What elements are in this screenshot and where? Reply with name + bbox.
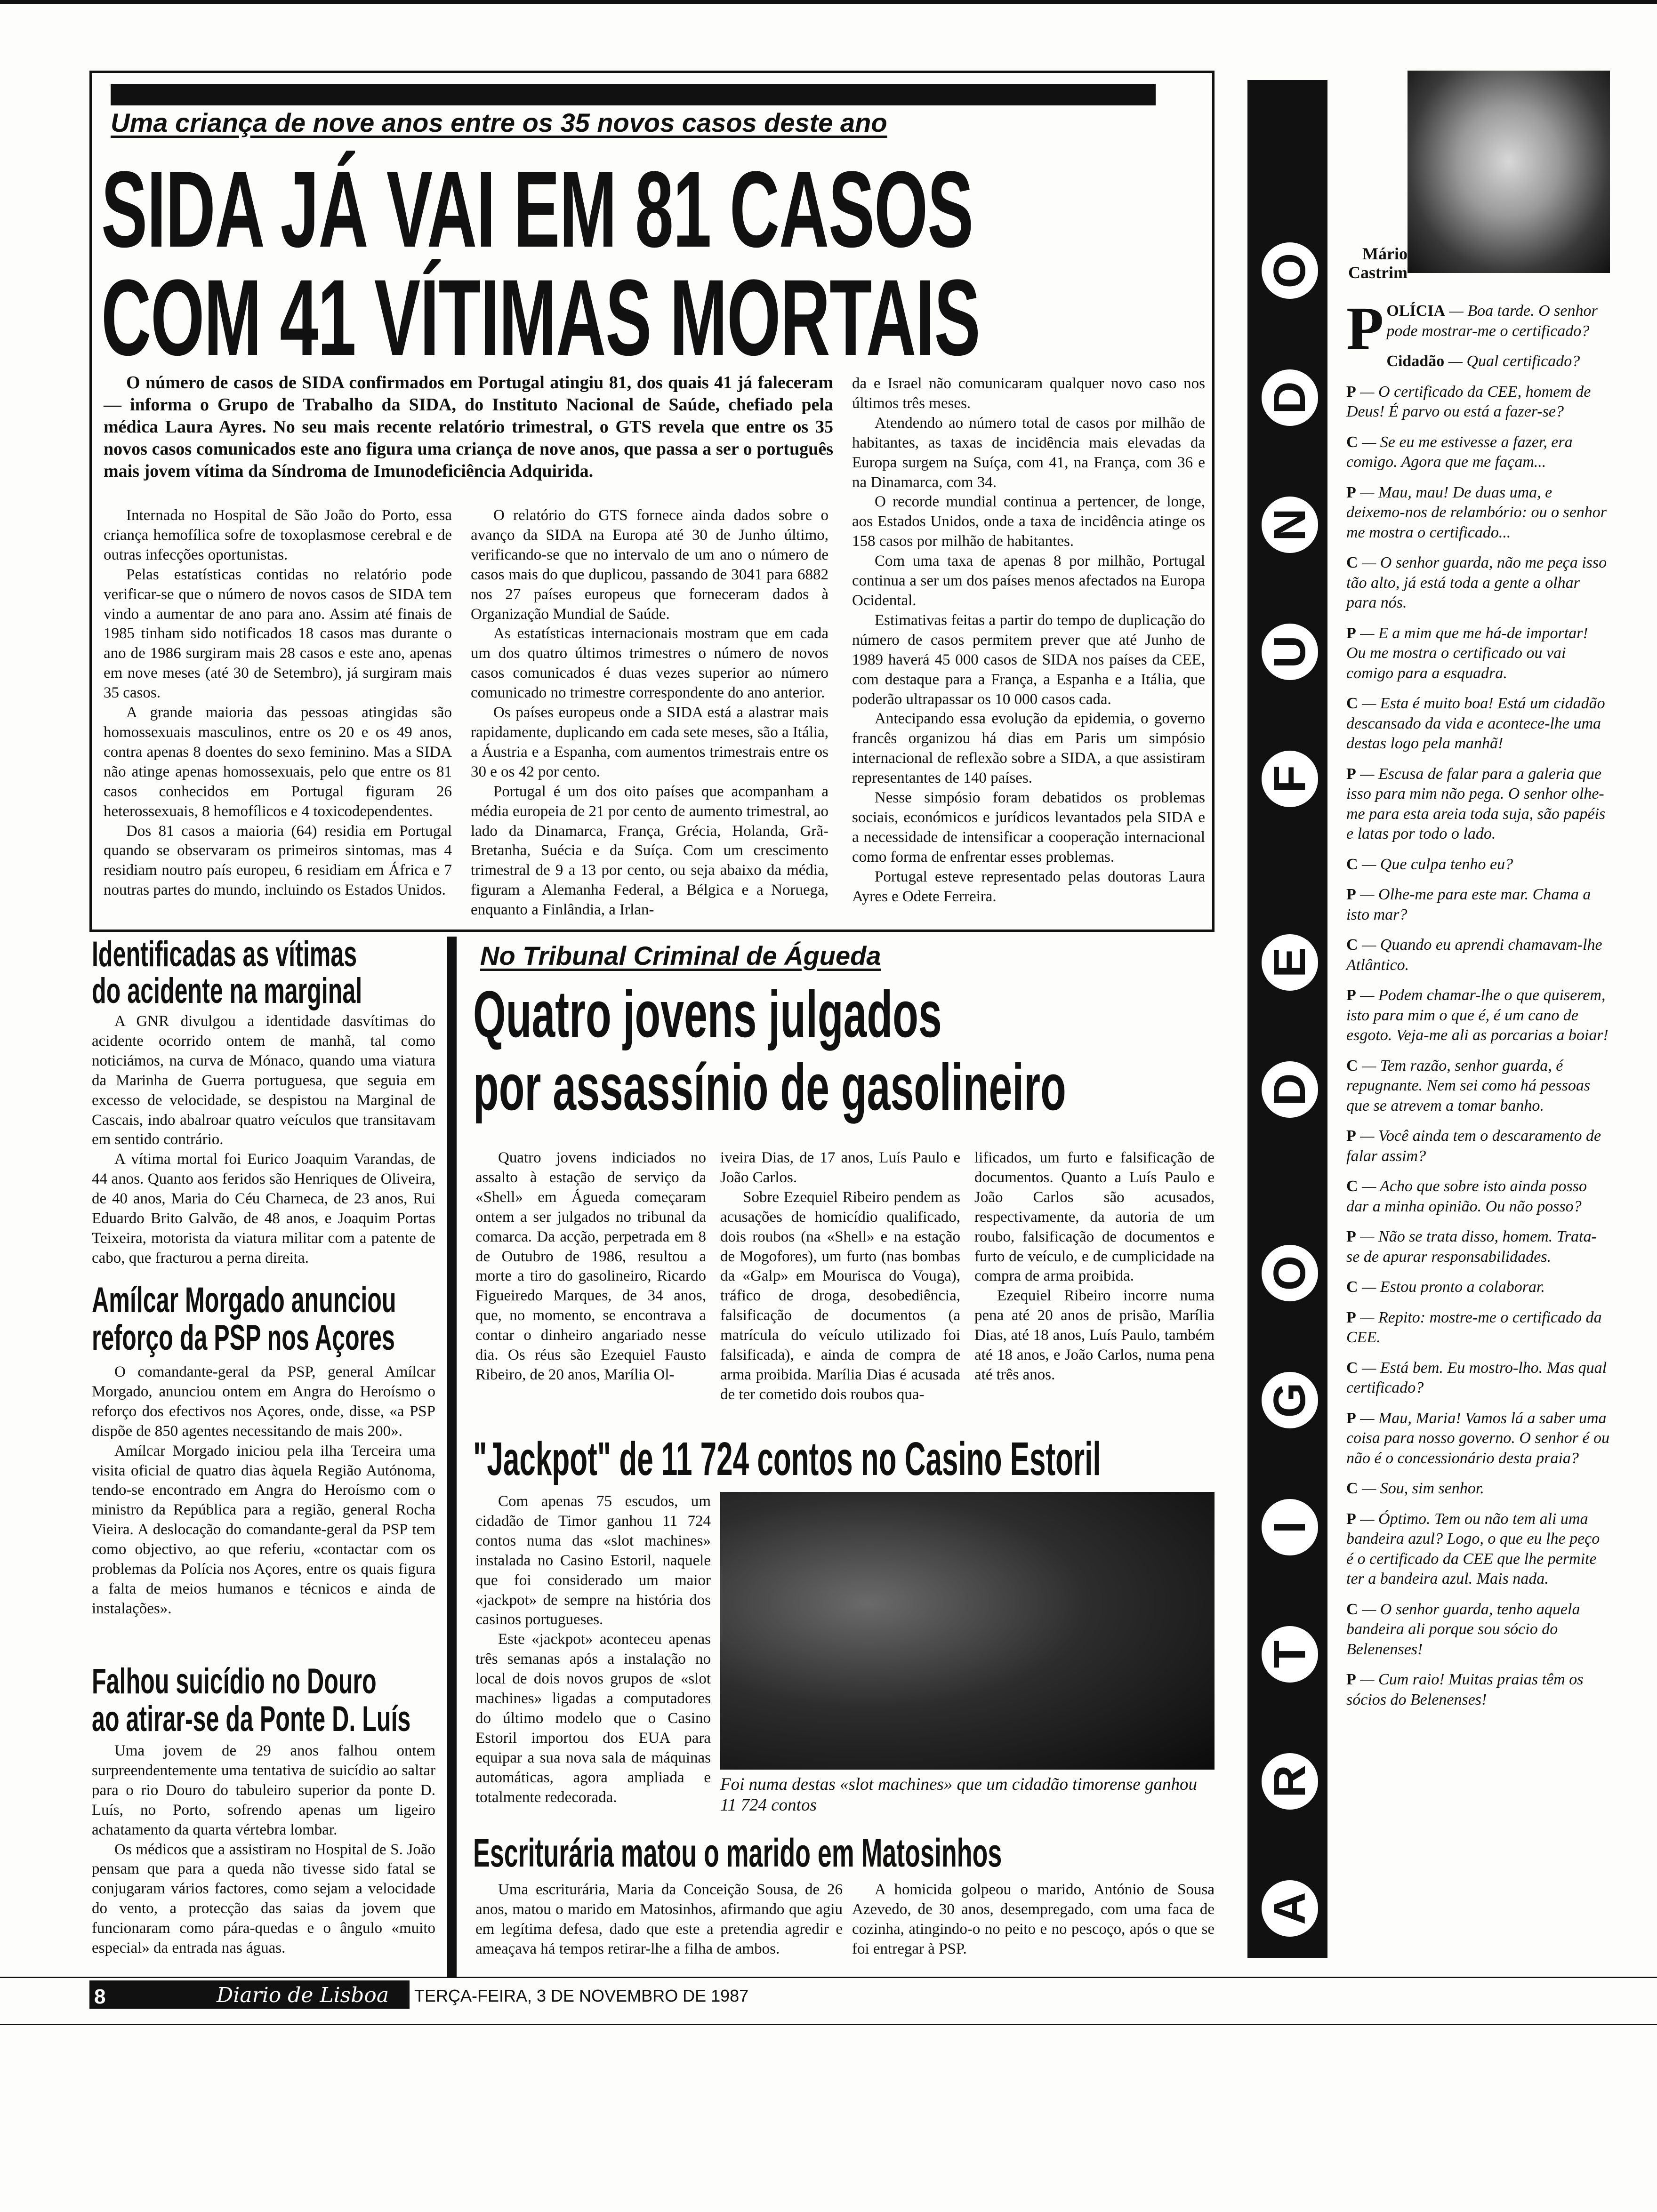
section-letter: R [1259,1751,1320,1812]
dialog-line [1346,352,1610,372]
dialog-line [1346,433,1610,473]
acores-p1: O comandante-geral da PSP, general Amílcar Morgado, anunciou ontem em Angra do Heroísmo o reforço dos efectivos nos Açores, onde, disse, «a PSP dispõe de 850 agentes necessitando de mais 200». [92,1363,435,1440]
sida-kicker: Uma criança de nove anos entre os 35 novos casos deste ano [111,108,887,137]
dialog-text: — Se eu me estivesse a fazer, era comigo. Agora que me façam... [1346,433,1573,471]
matosinhos-col-1 [475,1880,843,1959]
dialog-text: — Qual certificado? [1444,353,1580,370]
dialog-line [1346,1509,1610,1589]
dialog-speaker: C [1346,1600,1358,1618]
marginal-headline-line1: Identificadas as vítimas [92,934,357,974]
dialog-speaker: C [1346,1278,1358,1296]
sida-col2-p3: Os países europeus onde a SIDA está a alastrar mais rapidamente, duplicando em cada sete meses, são a Itália, a Áustria e a Espanha, com aumentos trimestrais entre os 30 e os 42 por cento. [471,704,828,780]
marginal-body [92,1012,435,1268]
section-letter: A [1259,1878,1320,1939]
sida-col3-p1: da e Israel não comunicaram qualquer novo caso nos últimos três meses. [852,375,1205,412]
dialog-text: — Escusa de falar para a galeria que isso para mim não pega. O senhor olhe-me para esta areia toda suja, são papéis e latas por todo o lado. [1346,765,1606,842]
sida-col3-p5: Estimativas feitas a partir do tempo de duplicação do número de casos permitem prever que até Junho de 1989 haverá 45 000 casos de SIDA nos países da CEE, com destaque para a França, a Espanha e a Itália, que poderão ultrapassar os 10 000 casos cada. [852,611,1205,708]
dialog-line [1346,1308,1610,1348]
center-divider [447,937,457,1977]
sida-col3-p6: Antecipando essa evolução da epidemia, o governo francês organizou há dias em Paris um simpósio internacional de reflexão sobre a SIDA, a que assistiram representantes de 140 países. [852,710,1205,787]
dialog-text: — Repito: mostre-me o certificado da CEE. [1346,1308,1602,1346]
dialog-line [1346,1056,1610,1116]
jackpot-p1: Com apenas 75 escudos, um cidadão de Timor ganhou 11 724 contos numa das «slot machines» instalada no Casino Estoril, naquele que foi considerado um maior «jackpot» de sempre na história dos casinos portugueses. [475,1493,711,1628]
dialog-line [1346,1670,1610,1710]
dialog-line [1346,1177,1610,1217]
dialog-speaker: C [1346,695,1358,712]
dialog-text: — Mau, mau! De duas uma, e deixemo-nos de relambório: ou o senhor me mostra o certificado... [1346,483,1607,541]
dialog-speaker: P [1346,624,1356,642]
dialog-line [1346,1277,1610,1298]
sida-col-3 [852,374,1205,906]
dialog-speaker: C [1346,1359,1358,1377]
author-photo [1408,71,1610,273]
dialog-speaker: C [1346,1480,1358,1497]
sida-col2-p2: As estatísticas internacionais mostram que em cada um dos quatro últimos trimestres o número de novos casos comunicados é duas vezes superior ao número comunicado no trimestre correspondente do ano anterior. [471,625,828,702]
section-letter: T [1259,1624,1320,1685]
dialog-speaker: P [1346,295,1384,362]
sida-col3-p8: Portugal esteve representado pelas doutoras Laura Ayres e Odete Ferreira. [852,868,1205,905]
agueda-col3-p1: lificados, um furto e falsificação de documentos. Quanto a Luís Paulo e João Carlos são acusados, respectivamente, da autoria de um roubo, falsificação de documentos e furto de veículo, e de cumplicidade na compra de arma proibida. [974,1149,1215,1285]
agueda-col1-p1: Quatro jovens indiciados no assalto à estação de serviço da «Shell» em Águeda começaram ontem a ser julgados no tribunal da comarca. Da acção, perpetrada em 8 de Outubro de 1986, resultou a morte a tiro do gasolineiro, Ricardo Figueiredo Marques, de 34 anos, que, no momento, se encontrava a contar o dinheiro angariado nesse dia. Os réus são Ezequiel Fausto Ribeiro, de 20 anos, Marília Ol- [475,1149,706,1383]
dialog-text: — Cum raio! Muitas praias têm os sócios do Belenenses! [1346,1671,1584,1708]
author-name [1346,245,1408,282]
dialog-line [1346,1126,1610,1166]
dialog-text: — Boa tarde. O senhor pode mostrar-me o certificado? [1386,302,1598,340]
dialog-speaker-rest: OLÍCIA [1386,302,1446,320]
dialog-text: — Não se trata disso, homem. Trata-se de apurar responsabilidades. [1346,1228,1597,1266]
sida-col3-p4: Com uma taxa de apenas 8 por milhão, Portugal continua a ser um dos países menos afectados na Europa Ocidental. [852,553,1205,609]
dialog-line [1346,1409,1610,1469]
dialog-speaker: P [1346,1510,1356,1528]
matosinhos-p1: Uma escriturária, Maria da Conceição Sousa, de 26 anos, matou o marido em Matosinhos, afirmando que agiu em legítima defesa, dado que este a pretendia agredir e ameaçava há tempos retirar-lhe a filha de ambos. [475,1881,843,1957]
dialog-text: — Mau, Maria! Vamos lá a saber uma coisa para nosso governo. O senhor é ou não é o concessionário desta praia? [1346,1409,1610,1467]
author-name-line2: Castrim [1348,263,1408,282]
dialog-speaker: P [1346,483,1356,501]
dialog-line [1346,935,1610,975]
dialog-speaker: C [1346,554,1358,571]
footer-page-number: 8 [94,1985,106,2008]
dialog-text: — Podem chamar-lhe o que quiserem, isto para mim o que é, é um cano de esgoto. Veja-me ali as porcarias a boiar! [1346,986,1609,1044]
marginal-p2: A vítima mortal foi Eurico Joaquim Varandas, de 44 anos. Quanto aos feridos são Henriques de Oliveira, de 40 anos, Maria do Céu Charneca, de 23 anos, Rui Eduardo Brito Galvão, de 48 anos, e Joaquim Portas Teixeira, motorista da viatura militar com a patente de cabo, que fracturou a perna direita. [92,1151,435,1266]
dialog-speaker: P [1346,1409,1356,1427]
sida-lead-text: O número de casos de SIDA confirmados em Portugal atingiu 81, dos quais 41 já faleceram — informa o Grupo de Trabalho da SIDA, do Instituto Nacional de Saúde, chefiado pela médica Laura Ayres. No seu mais recente relatório trimestral, o GTS revela que entre os 35 novos casos comunicados este ano figura uma criança de nove anos, que passa a ser o português mais jovem vítima da Síndroma de Imunodeficiência Adquirida. [104,373,833,481]
dialog-text: — Está bem. Eu mostro-lho. Mas qual certificado? [1346,1359,1607,1396]
dialog-speaker: P [1346,1127,1356,1145]
sida-col-2 [471,506,828,920]
matosinhos-p2: A homicida golpeou o marido, António de Sousa Azevedo, de 30 anos, desempregado, com uma faca de cozinha, atingindo-o no peito e no pescoço, após o que se foi entregar à PSP. [852,1881,1215,1957]
matosinhos-col-2 [852,1880,1215,1959]
dialog-text: — Quando eu aprendi chamavam-lhe Atlântico. [1346,936,1602,974]
jackpot-caption: Foi numa destas «slot machines» que um cidadão timorense ganhou 11 724 contos [720,1775,1197,1815]
section-letter: E [1259,932,1320,993]
matosinhos-headline: Escriturária matou o marido em Matosinhos [473,1831,1002,1875]
dialog-speaker: C [1346,855,1358,873]
dialog-speaker: C [1346,936,1358,954]
dialog-speaker: P [1346,986,1356,1004]
acores-body [92,1362,435,1619]
section-letter: G [1259,1370,1320,1431]
dialog-text: — O senhor guarda, tenho aquela bandeira ali porque sou sócio do Belenenses! [1346,1600,1580,1658]
dialog-text: — Tem razão, senhor guarda, é repugnante. Nem sei como há pessoas que se atrevem a tomar banho. [1346,1057,1591,1114]
dialog-speaker: P [1346,1228,1356,1245]
dialog-text: — Que culpa tenho eu? [1358,855,1513,873]
footer-bottom-rule [0,2024,1657,2025]
douro-headline-line1: Falhou suicídio no Douro [92,1661,377,1701]
agueda-col-1 [475,1148,706,1385]
dialog-speaker: P [1346,1308,1356,1326]
section-letter: F [1259,748,1320,809]
dialog-line [1346,986,1610,1046]
dialog-line [1346,855,1610,875]
author-name-line1: Mário [1362,244,1408,263]
section-letter: U [1259,621,1320,682]
agueda-col2-p2: Sobre Ezequiel Ribeiro pendem as acusações de homicídio qualificado, dois roubos (na «Shell» e na estação de Mogofores), um furto (nas bombas da «Galp» em Mourisca do Vouga), tráfico de droga, desobediência, falsificação de documentos (a matrícula do veículo utilizado foi falsificada), e ainda de compra de arma proibida. Marília Dias é acusada de ter cometido dois roubos qua- [720,1188,960,1403]
dialog-text: — Sou, sim senhor. [1358,1480,1484,1497]
acores-headline-line1: Amílcar Morgado anunciou [92,1280,396,1320]
sida-headline-line1: SIDA JÁ VAI EM 81 CASOS [101,149,973,270]
marginal-p1: A GNR divulgou a identidade dasvítimas do acidente ocorrido ontem de manhã, tal como noticiámos, na curva de Mónaco, quando uma viatura da Marinha de Guerra portuguesa, que seguia em excesso de velocidade, se despistou na Marginal de Cascais, indo abalroar quatro veículos que transitavam em sentido contrário. [92,1013,435,1148]
dialog-line [1346,1227,1610,1267]
acores-headline-line2: reforço da PSP nos Açores [92,1318,395,1358]
dialog-text: — Você ainda tem o descaramento de falar assim? [1346,1127,1601,1165]
sida-col3-p3: O recorde mundial continua a pertencer, de longe, aos Estados Unidos, onde a taxa de incidência atinge os 158 casos por milhão de habitantes. [852,493,1205,550]
dialog-speaker: P [1346,765,1356,783]
agueda-headline-line2: por assassínio de gasolineiro [473,1050,1066,1124]
sida-col3-p7: Nesse simpósio foram debatidos os problemas sociais, económicos e jurídicos levantados pela SIDA e a necessidade de intensificar a cooperação internacional como forma de enfrentar esses problemas. [852,789,1205,866]
sida-col1-p2: Pelas estatísticas contidas no relatório pode verificar-se que o número de novos casos de SIDA tem vindo a aumentar de ano para ano. Assim até finais de 1985 tinham sido notificados 18 casos mas durante o ano de 1986 surgiram mais 28 casos e este ano, apenas em nove meses (até 30 de Setembro), já surgiram mais 35 casos. [104,566,452,702]
dialog-speaker: P [1346,1671,1356,1688]
douro-body [92,1741,435,1958]
section-letter: N [1259,494,1320,555]
dialog-speaker: C [1346,1057,1358,1074]
section-letter: I [1259,1497,1320,1558]
section-letter: O [1259,1242,1320,1304]
agueda-col-3 [974,1148,1215,1385]
sida-col2-p1: O relatório do GTS fornece ainda dados sobre o avanço da SIDA na Europa até 30 de Junho último, verificando-se que no intervalo de um ano o número de casos mais do que duplicou, passando de 3041 para 6882 nos 27 países europeus que forneceram dados à Organização Mundial de Saúde. [471,507,828,623]
slot-machines-photo [720,1492,1215,1770]
acores-p2: Amílcar Morgado iniciou pela ilha Terceira uma visita oficial de quatro dias àquela Região Autónoma, tendo-se encontrado em Angra do Heroísmo com o ministro da República para a região, general Rocha Vieira. A deslocação do comandante-geral da PSP tem como objectivo, ao que referiu, «contactar com os problemas da Polícia nos Açores, entre os quais figura a falta de meios humanos e técnicos e ainda de instalações». [92,1442,435,1617]
dialog-text: — Olhe-me para este mar. Chama a isto mar? [1346,886,1591,923]
dialog-speaker: Cidadão [1386,353,1445,370]
dialog-line [1346,885,1610,925]
dialog-text: — E a mim que me há-de importar! Ou me mostra o certificado ou vai comigo para a esquadra. [1346,624,1588,682]
dialog-line [1346,1358,1610,1398]
dialog-speaker: P [1346,383,1356,401]
section-letter: D [1259,1059,1320,1120]
footer-rule [0,1977,1657,1978]
sida-headline-line2: COM 41 VÍTIMAS MORTAIS [101,257,980,378]
section-letter: O [1259,240,1320,301]
dialog-text: — Acho que sobre isto ainda posso dar a minha opinião. Ou não posso? [1346,1178,1587,1215]
marginal-headline-line2: do acidente na marginal [92,971,362,1011]
dialog-text: — Estou pronto a colaborar. [1358,1278,1545,1296]
dialog-text: — Esta é muito boa! Está um cidadão descansado da vida e acontece-lhe uma destas logo pela manhã! [1346,695,1605,752]
agueda-col-2 [720,1148,960,1405]
dialog-speaker: C [1346,1178,1358,1195]
dialog-line [1346,382,1610,422]
footer-masthead: Diario de Lisboa [217,1983,389,2007]
dialog-speaker: C [1346,433,1358,451]
top-border [0,0,1657,4]
sida-lead [104,372,833,483]
dialog-line [1346,1600,1610,1660]
dialog-line [1346,483,1610,543]
sida-col1-p3: A grande maioria das pessoas atingidas são homossexuais masculinos, entre os 20 e os 49 anos, contra apenas 8 doentes do sexo feminino. Mas a SIDA não atinge apenas homossexuais, pelo que entre os 81 casos conhecidos em Portugal figuram 26 heterossexuais, 8 hemofílicos e 4 toxicodependentes. [104,704,452,820]
footer-date: TERÇA-FEIRA, 3 DE NOVEMBRO DE 1987 [414,1986,749,2005]
dialog-line [1346,694,1610,754]
dialog-speaker: P [1346,886,1356,903]
sida-col1-p1: Internada no Hospital de São João do Porto, essa criança hemofílica sofre de toxoplasmose cerebral e de outras infecções oportunistas. [104,507,452,563]
douro-p2: Os médicos que a assistiram no Hospital de S. João pensam que para a queda não tivesse sido fatal se conjugaram vários factores, como sejam a velocidade do vento, a protecção das saias da jovem que funcionaram como pára-quedas e o ângulo «muito especial» da entrada nas águas. [92,1841,435,1957]
jackpot-body [475,1492,711,1808]
agueda-col2-p1: iveira Dias, de 17 anos, Luís Paulo e João Carlos. [720,1149,960,1186]
dialog-line [1346,624,1610,684]
column-dialog [1346,295,1610,1720]
agueda-headline-line1: Quatro jovens julgados [473,977,942,1051]
agueda-col3-p2: Ezequiel Ribeiro incorre numa pena até 20 anos de prisão, Marília Dias, até 18 anos, Luís Paulo, também até 18 anos, e João Carlos, numa pena até três anos. [974,1287,1215,1383]
sida-col1-p4: Dos 81 casos a maioria (64) residia em Portugal quando se observaram os primeiros sintomas, mas 4 residiam noutro país europeu, 6 residiam em África e 7 noutras partes do mundo, incluindo os Estados Unidos. [104,822,452,899]
douro-headline-line2: ao atirar-se da Ponte D. Luís [92,1699,411,1739]
dialog-text: — Óptimo. Tem ou não tem ali uma bandeira azul? Logo, o que eu lhe peço é o certificado da CEE que lhe permite ter a bandeira azul. Mais nada. [1346,1510,1600,1587]
dialog-line [1346,553,1610,613]
dialog-text: — O senhor guarda, não me peça isso tão alto, já está toda a gente a olhar para nós. [1346,554,1607,611]
dialog-line [1346,1479,1610,1499]
douro-p1: Uma jovem de 29 anos falhou ontem surpreendentemente uma tentativa de suicídio ao saltar para o rio Douro do tabuleiro superior da ponte D. Luís, no Porto, sofrendo apenas um ligeiro achatamento da quarta vértebra lombar. [92,1742,435,1838]
section-letter: D [1259,367,1320,428]
jackpot-p2: Este «jackpot» aconteceu apenas três semanas após a instalação no local de dois novos grupos de «slot machines» ligadas a computadores do último modelo que o Casino Estoril importou dos EUA para equipar a sua nova sala de máquinas automáticas, agora ampliada e totalmente redecorada. [475,1631,711,1806]
sida-col3-p2: Atendendo ao número total de casos por milhão de habitantes, as taxas de incidência mais elevadas da Europa surgem na Suíça, com 41, na França, com 36 e na Dinamarca, com 34. [852,414,1205,491]
sida-top-bar [111,84,1156,105]
dialog-text: — O certificado da CEE, homem de Deus! É parvo ou está a fazer-se? [1346,383,1591,420]
sida-col-1 [104,506,452,900]
agueda-kicker: No Tribunal Criminal de Águeda [480,941,881,970]
dialog-line [1346,764,1610,844]
sida-col2-p4: Portugal é um dos oito países que acompanham a média europeia de 21 por cento de aumento trimestral, ao lado da Dinamarca, França, Grécia, Holanda, Grã-Bretanha, Suécia e da Suíça. Com um crescimento trimestral de 9 a 13 por cento, ou seja abaixo da média, figuram a Alemanha Federal, a Bélgica e a Noruega, enquanto a Finlândia, a Irlan- [471,783,828,919]
jackpot-headline: "Jackpot" de 11 724 contos no Casino Estoril [473,1433,1101,1485]
